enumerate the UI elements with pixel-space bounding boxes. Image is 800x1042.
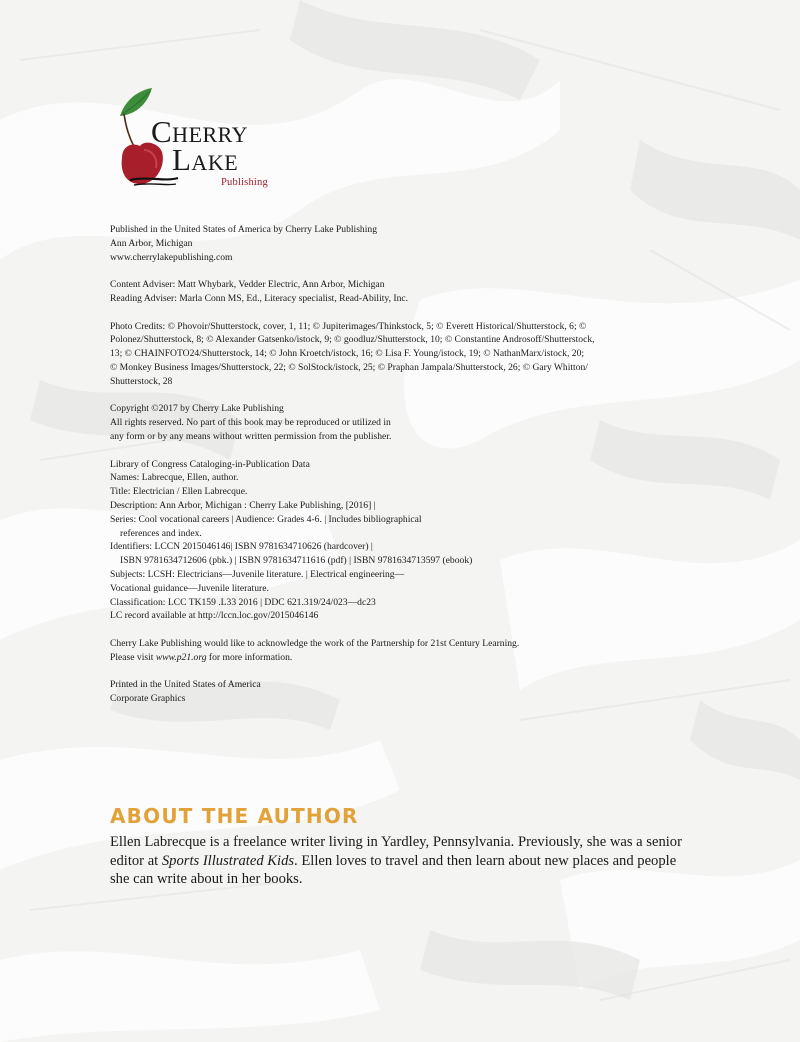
printer-name: Corporate Graphics [110, 693, 186, 705]
cip-line: Library of Congress Cataloging-in-Publication Data [110, 458, 310, 470]
logo-word-lake: Lake [172, 142, 239, 177]
cip-data [110, 458, 670, 624]
photo-credits-line: 13; © CHAINFOTO24/Shutterstock, 14; © John Kroetch/istock, 16; © Lisa F. Young/istock, 19; © NathanMarx/istock, 20; [110, 348, 585, 360]
cip-line: Identifiers: LCCN 2015046146| ISBN 9781634710626 (hardcover) | [110, 541, 373, 553]
cip-line: Title: Electrician / Ellen Labrecque. [110, 486, 248, 498]
copyright-line: Copyright ©2017 by Cherry Lake Publishing [110, 403, 284, 415]
photo-credits-line: Photo Credits: © Phovoir/Shutterstock, cover, 1, 11; © Jupiterimages/Thinkstock, 5; © Everett Historical/Shutterstock, 6; © [110, 320, 587, 332]
cip-line: Classification: LCC TK159 .L33 2016 | DDC 621.319/24/023—dc23 [110, 596, 376, 608]
about-line: she can write about in her books. [110, 871, 303, 887]
about-author-heading: ABOUT THE AUTHOR [110, 804, 359, 828]
logo-word-cherry: Cherry [151, 114, 249, 149]
logo-word-publishing: Publishing [221, 177, 268, 188]
printing-info [110, 678, 670, 706]
about-text: . Ellen loves to travel and then learn about new places and people [294, 852, 677, 869]
p21-link[interactable]: www.p21.org [155, 651, 207, 663]
rights-line: any form or by any means without written permission from the publisher. [110, 430, 392, 442]
photo-credits-line: Shutterstock, 28 [110, 375, 173, 387]
visit-text: Please visit [110, 651, 156, 663]
magazine-title: Sports Illustrated Kids [161, 852, 295, 869]
cip-line: Names: Labrecque, Ellen, author. [110, 472, 239, 484]
acknowledgment [110, 637, 670, 665]
copyright-notice [110, 402, 670, 443]
reading-adviser: Reading Adviser: Marla Conn MS, Ed., Literacy specialist, Read-Ability, Inc. [110, 292, 409, 304]
about-line [110, 852, 700, 871]
publisher-logo [108, 88, 288, 193]
cip-line: Subjects: LCSH: Electricians—Juvenile literature. | Electrical engineering— [110, 568, 405, 580]
publisher-city: Ann Arbor, Michigan [110, 237, 193, 249]
cip-line: Description: Ann Arbor, Michigan : Cherry Lake Publishing, [2016] | [110, 499, 376, 511]
printed-in: Printed in the United States of America [110, 679, 261, 691]
about-line: Ellen Labrecque is a freelance writer living in Yardley, Pennsylvania. Previously, she was a senior [110, 834, 682, 850]
acknowledgment-visit-line [110, 651, 670, 665]
publisher-website: www.cherrylakepublishing.com [110, 251, 233, 263]
copyright-page-text [110, 223, 670, 720]
cip-line: Vocational guidance—Juvenile literature. [110, 582, 269, 594]
photo-credits [110, 320, 670, 389]
acknowledgment-line: Cherry Lake Publishing would like to acknowledge the work of the Partnership for 21st Century Learning. [110, 637, 520, 649]
about-text: editor at [110, 852, 162, 869]
publisher-line: Published in the United States of America by Cherry Lake Publishing [110, 224, 377, 235]
about-author-text [110, 833, 700, 889]
content-adviser: Content Adviser: Matt Whybark, Vedder Electric, Ann Arbor, Michigan [110, 279, 385, 291]
visit-text-end: for more information. [206, 651, 293, 663]
cip-line: references and index. [120, 527, 202, 539]
rights-line: All rights reserved. No part of this book may be reproduced or utilized in [110, 417, 391, 429]
cip-line: LC record available at http://lccn.loc.gov/2015046146 [110, 610, 319, 622]
photo-credits-line: © Monkey Business Images/Shutterstock, 22; © SolStock/istock, 25; © Praphan Jampala/Shutterstock, 26; © Gary Whitton/ [110, 361, 588, 373]
publisher-info [110, 223, 670, 264]
photo-credits-line: Polonez/Shutterstock, 8; © Alexander Gatsenko/istock, 9; © goodluz/Shutterstock, 10; © Constantine Androsoff/Shutterstock, [110, 334, 595, 346]
advisers-info [110, 278, 670, 306]
cip-line: Series: Cool vocational careers | Audience: Grades 4-6. | Includes bibliographical [110, 513, 422, 525]
cip-line: ISBN 9781634712606 (pbk.) | ISBN 9781634711616 (pdf) | ISBN 9781634713597 (ebook) [120, 555, 473, 567]
